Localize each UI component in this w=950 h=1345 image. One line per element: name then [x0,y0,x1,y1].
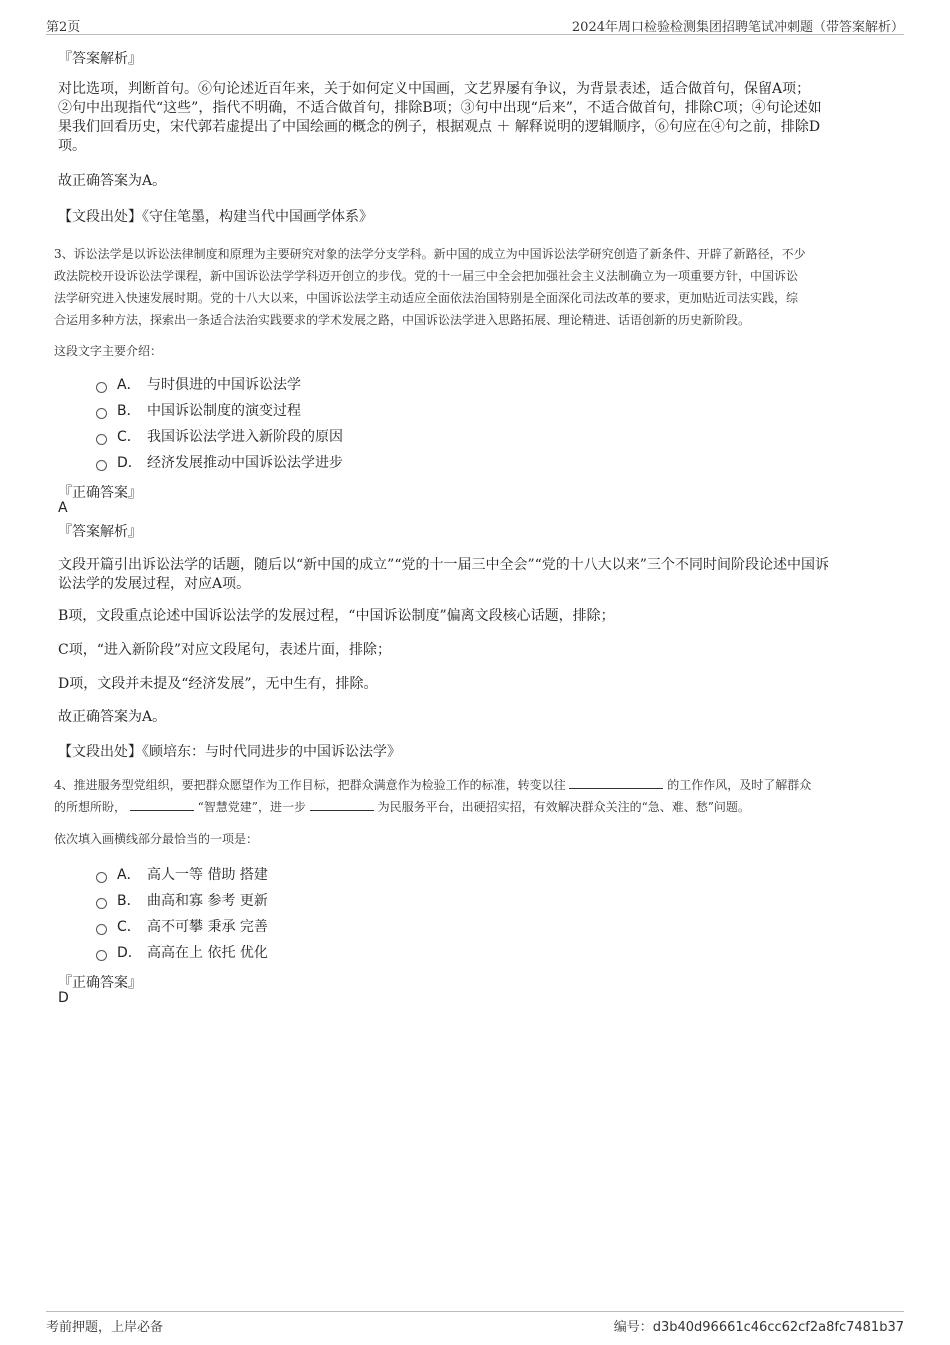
option-a[interactable] [96,863,268,885]
stem-text: 4、推进服务型党组织，要把群众愿望作为工作目标，把群众满意作为检验工作的标准，转变以往 [54,778,566,792]
document-id [614,1316,904,1335]
source-citation: 【文段出处】《守住笔墨，构建当代中国画学体系》 [58,209,373,225]
option-text: 曲高和寡 参考 更新 [147,893,268,909]
analysis-line: 果我们回看历史，宋代郭若虚提出了中国绘画的概念的例子，根据观点 ＋ 解释说明的逻辑顺序，⑥句应在④句之前，排除D [58,119,821,135]
document-id-value: d3b40d96661c46cc62cf2a8fc7481b37 [652,1320,904,1335]
radio-button[interactable] [96,872,107,883]
analysis-line: 项。 [58,138,86,154]
analysis-note-d: D项，文段并未提及“经济发展”，无中生有，排除。 [58,676,378,692]
question-prompt: 这段文字主要介绍： [54,344,163,358]
question-stem [54,774,896,818]
correct-answer-label: 『正确答案』 [58,975,142,991]
analysis-line: ②句中出现指代“这些”，指代不明确，不适合做首句，排除B项；③句中出现“后来”，不适合做首句，排除C项；④句论述如 [58,100,822,116]
conclusion-text: 故正确答案为A。 [58,709,167,725]
blank-line [130,798,194,811]
page-header [46,14,904,35]
analysis-label: 『答案解析』 [58,51,142,67]
radio-button[interactable] [96,950,107,961]
analysis-note-b: B项，文段重点论述中国诉讼法学的发展过程，“中国诉讼制度”偏离文段核心话题，排除； [58,608,615,624]
analysis-text [58,556,888,594]
radio-button[interactable] [96,434,107,445]
option-d[interactable] [96,451,343,473]
option-text: 高不可攀 秉承 完善 [147,919,268,935]
option-b[interactable] [96,399,301,421]
option-letter: D． [117,945,142,961]
option-a[interactable] [96,373,301,395]
option-letter: C． [117,429,141,445]
radio-button[interactable] [96,924,107,935]
option-c[interactable] [96,425,343,447]
question-prompt: 依次填入画横线部分最恰当的一项是： [54,832,259,846]
page-number: 第2页 [46,20,81,35]
option-text: 我国诉讼法学进入新阶段的原因 [147,429,343,445]
analysis-text [58,80,888,156]
analysis-line: 讼法学的发展过程，对应A项。 [58,576,251,592]
option-text: 与时俱进的中国诉讼法学 [147,377,301,393]
radio-button[interactable] [96,382,107,393]
conclusion-text: 故正确答案为A。 [58,173,167,189]
option-letter: A． [117,867,141,883]
option-letter: B． [117,403,141,419]
stem-text: “智慧党建”，进一步 [197,800,306,814]
option-text: 经济发展推动中国诉讼法学进步 [147,455,343,471]
option-letter: C． [117,919,141,935]
option-d[interactable] [96,941,268,963]
footer-slogan: 考前押题，上岸必备 [46,1320,164,1335]
option-text: 中国诉讼制度的演变过程 [147,403,301,419]
correct-answer: A [58,500,68,516]
option-letter: D． [117,455,142,471]
stem-text: 为民服务平台，出硬招实招，有效解决群众关注的“急、难、愁”问题。 [377,800,750,814]
option-text: 高人一等 借助 搭建 [147,867,268,883]
stem-text: 的所想所盼， [54,800,127,814]
blank-line [569,776,663,789]
analysis-line: 文段开篇引出诉讼法学的话题，随后以“新中国的成立”“党的十一届三中全会”“党的十八大以来”三个不同时间阶段论述中国诉 [58,557,829,573]
stem-line: 法学研究进入快速发展时期。党的十八大以来，中国诉讼法学主动适应全面依法治国特别是全面深化司法改革的要求，更加贴近司法实践，综 [54,291,799,305]
radio-button[interactable] [96,898,107,909]
correct-answer-label: 『正确答案』 [58,485,142,501]
source-citation: 【文段出处】《顾培东：与时代同进步的中国诉讼法学》 [58,744,401,760]
option-letter: A． [117,377,141,393]
stem-line: 3、诉讼法学是以诉讼法律制度和原理为主要研究对象的法学分支学科。新中国的成立为中国诉讼法学研究创造了新条件、开辟了新路径，不少 [54,247,806,261]
option-c[interactable] [96,915,268,937]
stem-text: 的工作作风，及时了解群众 [667,778,812,792]
question-stem [54,243,896,331]
document-id-label: 编号： [613,1320,653,1335]
page-footer [46,1311,904,1336]
option-letter: B． [117,893,141,909]
document-title: 2024年周口检验检测集团招聘笔试冲刺题（带答案解析） [571,20,904,35]
analysis-note-c: C项，“进入新阶段”对应文段尾句，表述片面，排除； [58,642,392,658]
blank-line [310,798,374,811]
stem-line: 合运用多种方法，探索出一条适合法治实践要求的学术发展之路，中国诉讼法学进入思路拓展、理论精进、话语创新的历史新阶段。 [54,313,751,327]
radio-button[interactable] [96,460,107,471]
option-b[interactable] [96,889,268,911]
stem-line: 政法院校开设诉讼法学课程，新中国诉讼法学学科迈开创立的步伐。党的十一届三中全会把加强社会主义法制确立为一项重要方针，中国诉讼 [54,269,799,283]
analysis-line: 对比选项，判断首句。⑥句论述近百年来，关于如何定义中国画，文艺界屡有争议，为背景表述，适合做首句，保留A项； [58,81,811,97]
analysis-label: 『答案解析』 [58,524,142,540]
correct-answer: D [58,990,69,1006]
option-text: 高高在上 依托 优化 [147,945,268,961]
radio-button[interactable] [96,408,107,419]
